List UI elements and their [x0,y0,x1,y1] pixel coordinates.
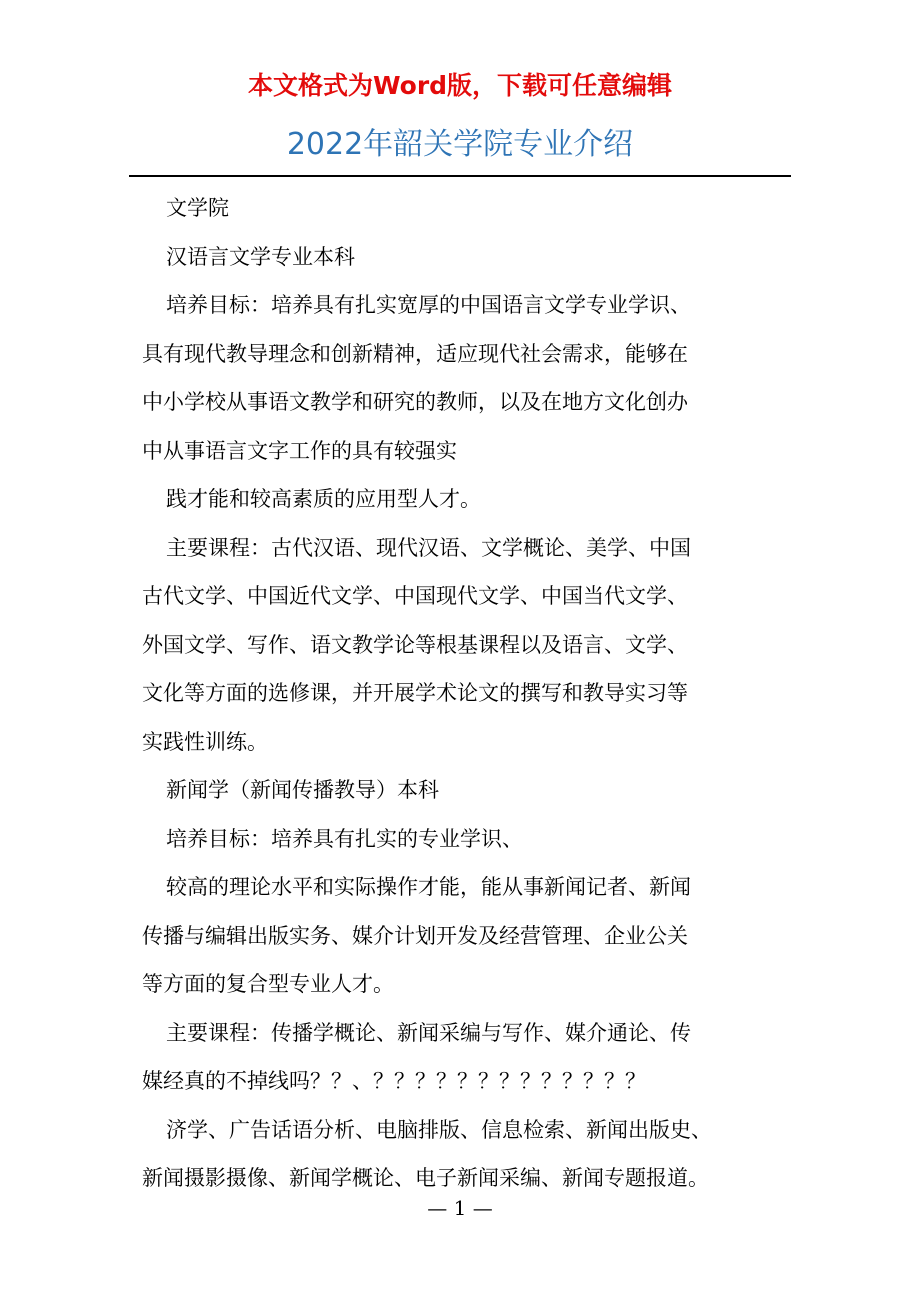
paragraph-line: 传播与编辑出版实务、媒介计划开发及经营管理、企业公关 [142,923,688,948]
paragraph-line: 媒经真的不掉线吗？？、？？？？？？？？？？？？？ [142,1069,646,1093]
paragraph-line: 培养目标：培养具有扎实的专业学识、 [166,826,523,851]
paragraph-line: 践才能和较高素质的应用型人才。 [166,487,481,511]
download-banner: 本文格式为Word版，下载可任意编辑 [247,71,673,100]
major-heading-journalism: 新闻学（新闻传播教导）本科 [166,778,439,802]
section-heading-college: 文学院 [166,196,229,220]
paragraph-line: 济学、广告话语分析、电脑排版、信息检索、新闻出版史、 [166,1117,712,1142]
paragraph-line: 较高的理论水平和实际操作才能，能从事新闻记者、新闻 [166,875,691,899]
paragraph-line: 主要课程：古代汉语、现代汉语、文学概论、美学、中国 [166,535,691,560]
paragraph-line: 古代文学、中国近代文学、中国现代文学、中国当代文学、 [142,584,688,608]
paragraph-line: 实践性训练。 [142,729,268,754]
paragraph-line: 等方面的复合型专业人才。 [142,972,394,996]
major-heading-chinese: 汉语言文学专业本科 [166,244,355,269]
paragraph-line: 外国文学、写作、语文教学论等根基课程以及语言、文学、 [142,632,688,657]
paragraph-line: 培养目标：培养具有扎实宽厚的中国语言文学专业学识、 [166,293,691,317]
paragraph-line: 中从事语言文字工作的具有较强实 [142,438,457,463]
paragraph-line: 中小学校从事语文教学和研究的教师，以及在地方文化创办 [142,390,688,414]
paragraph-line: 具有现代教导理念和创新精神，适应现代社会需求，能够在 [142,341,688,366]
paragraph-line: 文化等方面的选修课，并开展学术论文的撰写和教导实习等 [142,681,688,705]
paragraph-line: 新闻摄影摄像、新闻学概论、电子新闻采编、新闻专题报道。 [142,1166,709,1190]
paragraph-line: 主要课程：传播学概论、新闻采编与写作、媒介通论、传 [166,1020,691,1045]
page-number: — 1 — [427,1196,493,1220]
page-title: 2022年韶关学院专业介绍 [286,127,634,162]
document-body [142,184,797,1203]
title-divider [129,175,791,177]
